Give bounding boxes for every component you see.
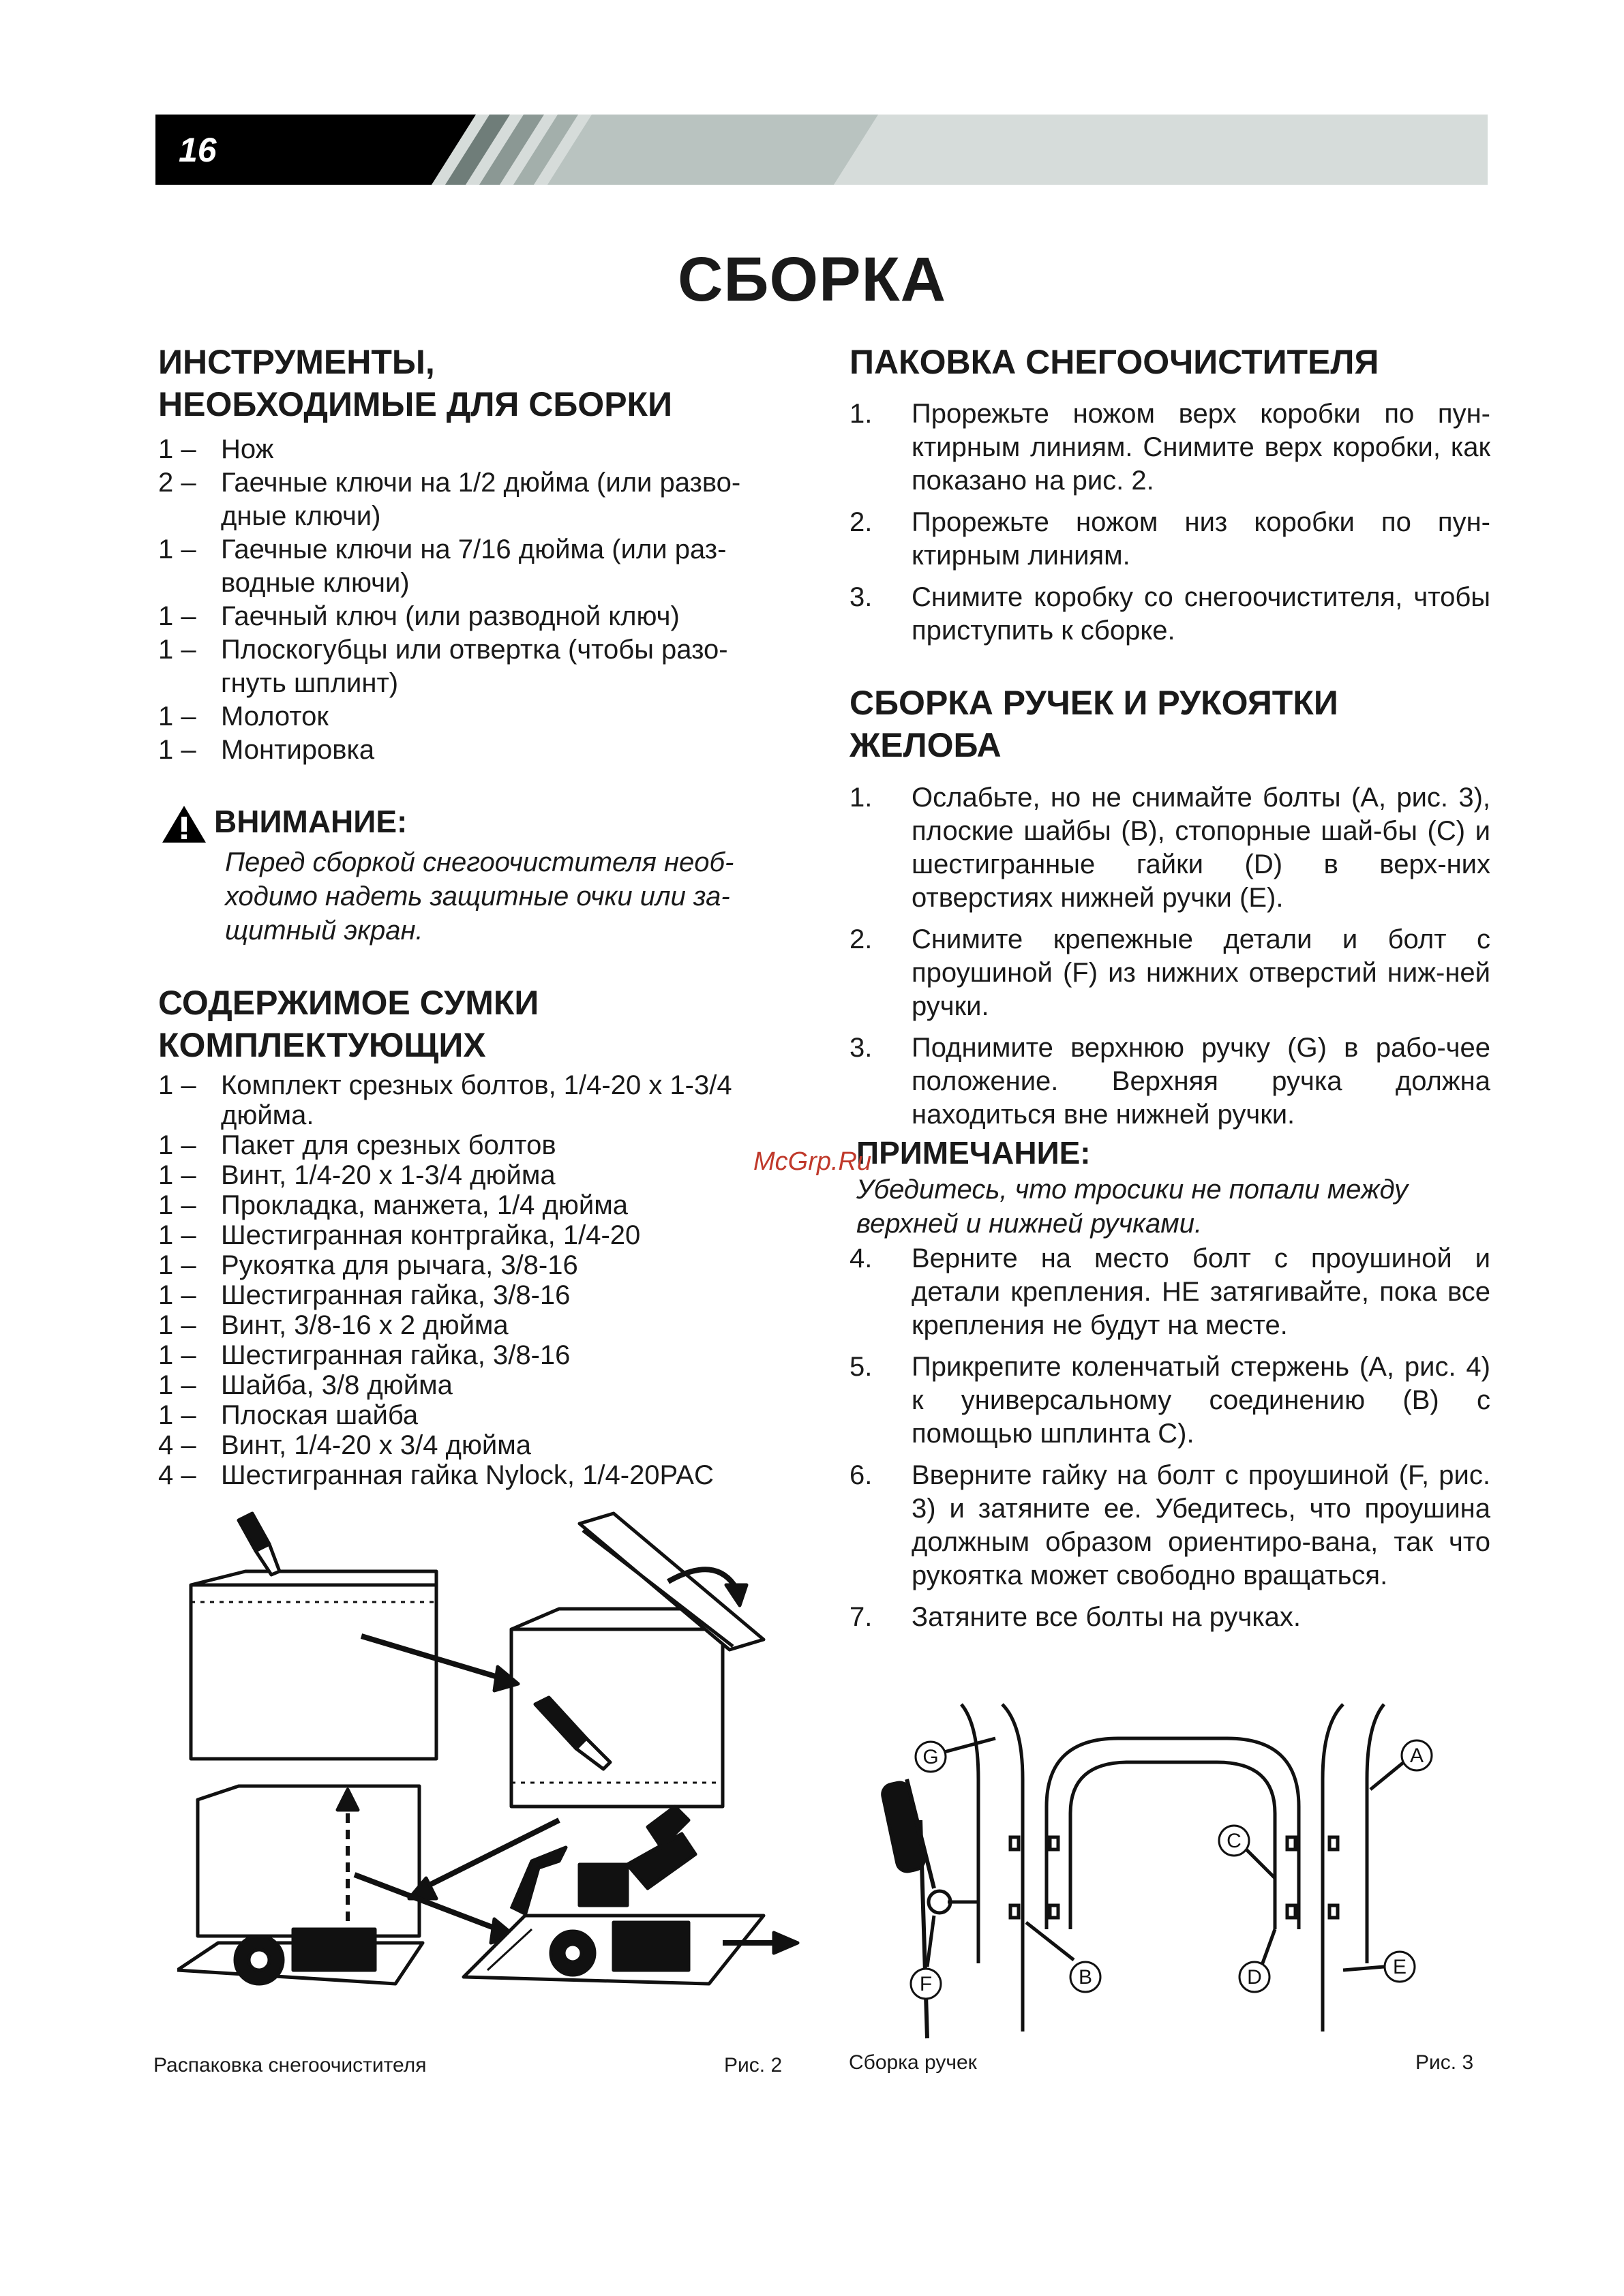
item-text: Шестигранная контргайка, 1/4-20: [221, 1220, 641, 1250]
figure3-label: Рис. 3: [1415, 2051, 1474, 2074]
step-number: 3.: [849, 1033, 873, 1063]
item-text: Рукоятка для рычага, 3/8-16: [221, 1250, 578, 1280]
tools-heading: [158, 341, 672, 425]
callout-g: [916, 1742, 946, 1772]
item-qty: 1 –: [158, 1250, 196, 1280]
item-text: Шестигранная гайка, 3/8-16: [221, 1340, 571, 1370]
list-item: [849, 506, 1490, 573]
list-item: [849, 1601, 1490, 1634]
figure3-caption: Сборка ручек: [849, 2051, 977, 2074]
item-text: Комплект срезных болтов, 1/4-20 х 1-3/4: [221, 1070, 732, 1100]
callout-f-label: F: [919, 1973, 933, 1995]
note-line: верхней и нижней ручками.: [856, 1209, 1203, 1239]
handles-heading-line2: ЖЕЛОБА: [849, 726, 1002, 764]
warning-triangle-icon: [161, 804, 207, 844]
list-item: [849, 923, 1490, 1023]
item-text: Гаечный ключ (или разводной ключ): [221, 601, 680, 631]
item-text: Нож: [221, 434, 274, 464]
item-text: Плоская шайба: [221, 1400, 419, 1430]
callout-d-label: D: [1247, 1966, 1262, 1989]
item-text-cont: водные ключи): [221, 568, 410, 598]
handles-heading-line1: СБОРКА РУЧЕК И РУКОЯТКИ: [849, 684, 1338, 722]
list-item: [849, 1459, 1490, 1592]
list-item: [158, 466, 796, 533]
list-item: [158, 1130, 796, 1160]
list-item: [158, 1310, 796, 1340]
list-item: [849, 781, 1490, 915]
step-text: Прорежьте ножом низ коробки по пун-ктирным линиям.: [912, 507, 1490, 571]
item-text: Прокладка, манжета, 1/4 дюйма: [221, 1190, 628, 1220]
callout-b-label: B: [1078, 1966, 1093, 1989]
item-qty: 1 –: [158, 1190, 196, 1220]
step-number: 6.: [849, 1460, 873, 1490]
list-item: [158, 1400, 796, 1430]
list-item: [158, 1340, 796, 1370]
list-item: [849, 1350, 1490, 1451]
handle-assembly-illustration: [866, 1697, 1493, 2045]
step-number: 1.: [849, 783, 873, 813]
warning-line: щитный экран.: [225, 916, 423, 946]
item-text: Гаечные ключи на 7/16 дюйма (или раз-: [221, 534, 727, 564]
item-text: Винт, 1/4-20 х 3/4 дюйма: [221, 1430, 532, 1460]
item-qty: 1 –: [158, 434, 196, 464]
item-qty: 1 –: [158, 635, 196, 665]
item-qty: 4 –: [158, 1430, 196, 1460]
watermark: McGrp.Ru: [753, 1147, 872, 1176]
item-text: Плоскогубцы или отвертка (чтобы разо-: [221, 635, 728, 665]
item-qty: 1 –: [158, 1160, 196, 1190]
step-number: 5.: [849, 1352, 873, 1382]
handles-heading: [849, 682, 1338, 766]
figure2-caption: Распаковка снегоочистителя: [153, 2054, 427, 2076]
bag-heading-line1: СОДЕРЖИМОЕ СУМКИ: [158, 984, 539, 1022]
warning-label: ВНИМАНИЕ:: [214, 804, 408, 839]
item-qty: 1 –: [158, 735, 196, 765]
step-text: Поднимите верхнюю ручку (G) в рабо-чее положение. Верхняя ручка должна находиться вне нижней ручки.: [912, 1033, 1490, 1130]
item-text-cont: гнуть шплинт): [221, 668, 399, 698]
callout-a-label: A: [1409, 1744, 1424, 1767]
list-item: [158, 700, 796, 734]
list-item: [849, 581, 1490, 648]
item-qty: 1 –: [158, 1370, 196, 1400]
item-qty: 1 –: [158, 1310, 196, 1340]
note-title: ПРИМЕЧАНИЕ:: [856, 1135, 1091, 1170]
warning-title: [161, 802, 407, 844]
page-title: СБОРКА: [677, 245, 947, 314]
item-qty: 1 –: [158, 601, 196, 631]
item-text: Шестигранная гайка, 3/8-16: [221, 1280, 571, 1310]
unpacking-steps: [849, 397, 1490, 656]
list-item: [158, 1460, 796, 1490]
callout-e-label: E: [1392, 1956, 1407, 1978]
list-item: [158, 600, 796, 633]
item-qty: 1 –: [158, 1280, 196, 1310]
step-text: Снимите коробку со снегоочистителя, чтобы приступить к сборке.: [912, 582, 1490, 646]
item-text-cont: дные ключи): [221, 501, 381, 531]
item-text: Гаечные ключи на 1/2 дюйма (или разво-: [221, 468, 741, 498]
step-text: Снимите крепежные детали и болт с проушиной (F) из нижних отверстий ниж-ней ручки.: [912, 924, 1490, 1021]
handles-steps-a: [849, 781, 1490, 1140]
warning-text: [225, 845, 791, 948]
warning-line: ходимо надеть защитные очки или за-: [225, 881, 730, 911]
item-qty: 2 –: [158, 468, 196, 498]
list-item: [158, 1160, 796, 1190]
tools-heading-line1: ИНСТРУМЕНТЫ,: [158, 343, 435, 381]
callout-c-label: C: [1227, 1830, 1242, 1852]
callout-c: [1219, 1826, 1249, 1856]
item-qty: 1 –: [158, 1130, 196, 1160]
tools-heading-line2: НЕОБХОДИМЫЕ ДЛЯ СБОРКИ: [158, 385, 673, 423]
callout-f: [911, 1969, 941, 1999]
item-qty: 1 –: [158, 1400, 196, 1430]
handles-steps-b: [849, 1242, 1490, 1642]
note-text: [856, 1173, 1490, 1241]
unpacking-heading: ПАКОВКА СНЕГООЧИСТИТЕЛЯ: [849, 343, 1379, 381]
callout-b: [1070, 1962, 1100, 1992]
item-qty: 1 –: [158, 1340, 196, 1370]
item-text: Пакет для срезных болтов: [221, 1130, 556, 1160]
item-text-cont: дюйма.: [221, 1100, 314, 1130]
item-text: Молоток: [221, 701, 329, 731]
step-text: Вверните гайку на болт с проушиной (F, рис. 3) и затяните ее. Убедитесь, что проушина должным образом ориентиро-вана, так что рукоятка может свободно вращаться.: [912, 1460, 1490, 1590]
item-qty: 1 –: [158, 1070, 196, 1100]
header-band: [155, 115, 1488, 185]
list-item: [158, 633, 796, 700]
step-text: Верните на место болт с проушиной и детали крепления. НЕ затягивайте, пока все крепления не будут на месте.: [912, 1243, 1490, 1340]
unpacking-illustration: [177, 1507, 805, 2025]
note-line: Убедитесь, что тросики не попали между: [856, 1175, 1409, 1205]
item-text: Монтировка: [221, 735, 375, 765]
list-item: [158, 1190, 796, 1220]
step-text: Ослабьте, но не снимайте болты (А, рис. 3), плоские шайбы (В), стопорные шай-бы (С) и шестигранные гайки (D) в верх-них отверстиях нижней ручки (Е).: [912, 783, 1490, 913]
item-text: Винт, 3/8-16 х 2 дюйма: [221, 1310, 509, 1340]
step-number: 2.: [849, 924, 873, 954]
callout-g-label: G: [922, 1746, 939, 1768]
list-item: [158, 1070, 796, 1130]
item-qty: 1 –: [158, 534, 196, 564]
list-item: [158, 433, 796, 466]
bag-list: [158, 1070, 796, 1490]
list-item: [158, 734, 796, 767]
list-item: [158, 533, 796, 600]
step-number: 4.: [849, 1243, 873, 1273]
callout-d: [1239, 1962, 1269, 1992]
callout-a: [1402, 1740, 1432, 1770]
item-text: Винт, 1/4-20 х 1-3/4 дюйма: [221, 1160, 556, 1190]
list-item: [158, 1250, 796, 1280]
step-text: Прорежьте ножом верх коробки по пун-ктирным линиям. Снимите верх коробки, как показано на рис. 2.: [912, 399, 1490, 496]
item-text: Шестигранная гайка Nylock, 1/4-20PAC: [221, 1460, 714, 1490]
item-qty: 4 –: [158, 1460, 196, 1490]
figure2-label: Рис. 2: [724, 2054, 783, 2076]
step-number: 2.: [849, 507, 873, 537]
tools-list: [158, 433, 796, 767]
bag-heading: [158, 982, 539, 1066]
page-number: 16: [179, 131, 217, 169]
list-item: [158, 1220, 796, 1250]
item-text: Шайба, 3/8 дюйма: [221, 1370, 453, 1400]
bag-heading-line2: КОМПЛЕКТУЮЩИХ: [158, 1026, 486, 1064]
list-item: [158, 1370, 796, 1400]
warning-line: Перед сборкой снегоочистителя необ-: [225, 847, 734, 877]
step-text: Прикрепите коленчатый стержень (А, рис. 4) к универсальному соединению (В) с помощью шплинта С).: [912, 1352, 1490, 1449]
list-item: [849, 397, 1490, 498]
step-number: 3.: [849, 582, 873, 612]
list-item: [158, 1430, 796, 1460]
item-qty: 1 –: [158, 701, 196, 731]
list-item: [849, 1242, 1490, 1342]
callout-e: [1385, 1952, 1415, 1982]
item-qty: 1 –: [158, 1220, 196, 1250]
list-item: [849, 1031, 1490, 1132]
step-text: Затяните все болты на ручках.: [912, 1602, 1301, 1632]
list-item: [158, 1280, 796, 1310]
step-number: 1.: [849, 399, 873, 429]
step-number: 7.: [849, 1602, 873, 1632]
